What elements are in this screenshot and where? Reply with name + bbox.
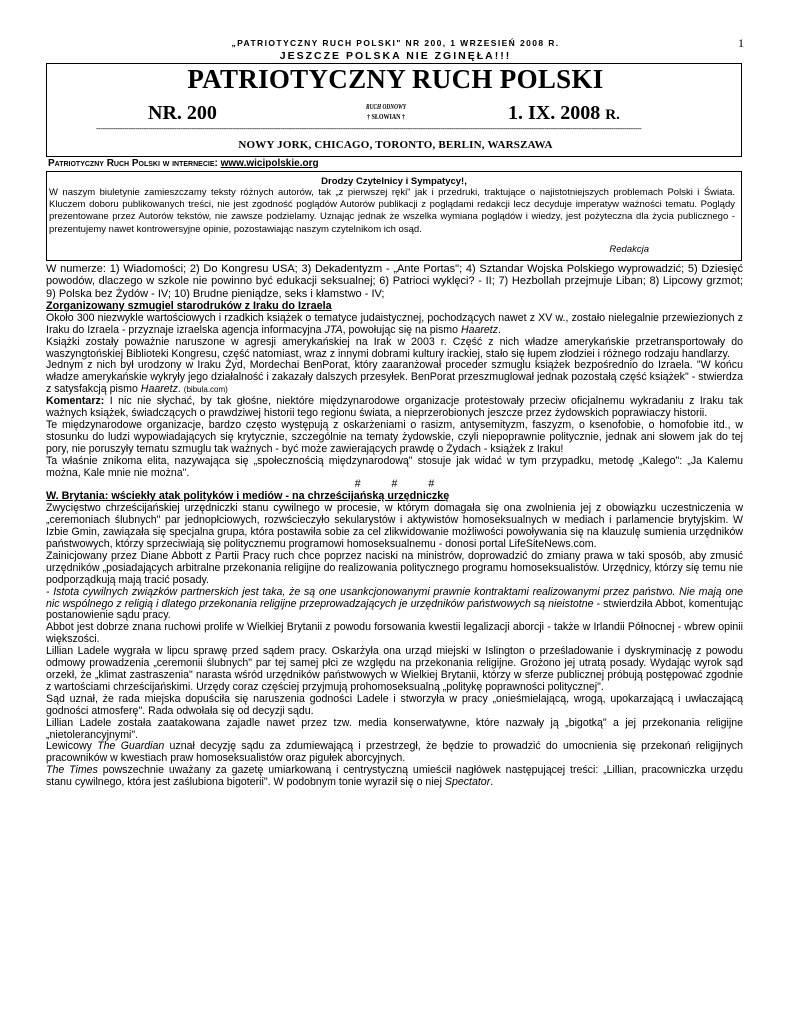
section-separator: # # # xyxy=(354,478,449,491)
paragraph: Lewicowy The Guardian uznał decyzję sądu za zdumiewającą i przestrzegł, że będzie to prowadzić do umocnienia się przekonań religijnych pracowników w kwestiach praw homoseksualistów oraz pigułek aborcyjnych. xyxy=(46,740,743,765)
internet-label: Patriotyczny Ruch Polski w internecie: xyxy=(48,158,218,169)
paragraph: Abbot jest dobrze znana ruchowi prolife w Wielkiej Brytanii z powodu forsowania kwestii legalizacji aborcji - także w Irlandii Północnej - wbrew opinii większości. xyxy=(46,621,743,646)
notice-signature: Redakcja xyxy=(609,244,649,255)
paragraph: Książki zostały poważnie naruszone w agresji amerykańskiej na Irak w 2003 r. Część z nich władze amerykańskie przetransportowały do waszyngtońskiej Biblioteki Kongresu, część natomiast, wraz z innymi dobrami kultury irackiej, stało się łupem złodziei i różnego rodzaju handlarzy. xyxy=(46,335,743,360)
editorial-notice-box xyxy=(46,171,742,261)
article-heading-britain: W. Brytania: wściekły atak polityków i mediów - na chrześcijańską urzędniczkę xyxy=(46,490,450,503)
paragraph: Te międzynarodowe organizacje, bardzo często występują z oskarżeniami o rasizm, antysemityzm, faszyzm, o ksenofobie, o homofobie itd., w stosunku do ludzi wypowiadających się krytycznie, szczególnie na tematy żydowskie, czyli niepoprawnie politycznie, jednak ani słowem jak do tej pory, nie poruszyły tematu szmuglu tak ważnych - być może zawierających prawdę o Żydach - książek z Iraku! xyxy=(46,418,743,455)
notice-heading: Drodzy Czytelnicy i Sympatycy!, xyxy=(321,176,467,187)
page-number: 1 xyxy=(738,36,744,50)
article-body xyxy=(46,263,743,789)
internet-line xyxy=(48,158,319,169)
paragraph: Lillian Ladele wygrała w lipcu sprawę przed sądem pracy. Oskarżyła ona urząd miejski w Islington o prześladowanie i dyskryminację z powodu odmowy prowadzenia „ceremonii ślubnych" par tej samej płci ze względu na przekonania religijne. Grożono jej utratą posady. Wydając wyrok sąd orzekł, że „klimat zastraszenia" narasta wśród urzędników państwowych w Wielkiej Brytanii, którzy w sferze publicznej próbują postępować zgodnie z wartościami chrześcijańskimi. Urzędy coraz częściej przyjmują prohomoseksualną „politykę poprawności politycznej". xyxy=(46,645,743,693)
logo-line-2: † SŁOWIAN † xyxy=(367,113,406,121)
paragraph: Jednym z nich był urodzony w Iraku Żyd, Mordechai BenPorat, który zaaranżował proceder szmuglu książek bezpośrednio do Izraela. "W końcu władze amerykańskie wykryły jego działalność i zakazały dalszych przesyłek. BenPorat przeszmuglował jednak pozostałą część książek" - stwierdza z satysfakcją pismo Haaretz. (bibula.com) xyxy=(46,359,743,396)
issue-date-suffix: R. xyxy=(605,107,620,123)
paragraph: Około 300 niezwykle wartościowych i rzadkich książek o tematyce judaistycznej, pochodzących nawet z XV w., zostało nielegalnie przewiezionych z Iraku do Izraela - przyznaje izraelska agencja informacyjna JTA, powołując się na pismo Haaretz. xyxy=(46,311,743,336)
paragraph: Zwycięstwo chrześcijańskiej urzędniczki stanu cywilnego w procesie, w którym domagała się ona zwolnienia jej z obowiązku uczestniczenia w „ceremoniach ślubnych" par jednopłciowych, rozwścieczyło sekularystów i aktywistów homoseksualnych w mediach i parlamencie brytyjskim. W Izbie Gmin, zawiązała się specjalna grupa, która postawiła sobie za cel zlikwidowanie możliwości powoływania się na klauzulę sumienia urzędników państwowych, którzy sprzeciwiają się politycznemu programowi homoseksualnemu - donosi portal LifeSiteNews.com. xyxy=(46,502,743,551)
paragraph: Zainicjowany przez Diane Abbott z Partii Pracy ruch chce poprzez naciski na ministrów, doprowadzić do zmiany prawa w taki sposób, aby zmusić urzędników „posiadających arbitralne przekonania religijne do realizowania politycznego programu homoseksualistów. Urzędnicy, którzy się temu nie podporządkują mają tracić posady. xyxy=(46,549,743,586)
notice-text: W naszym biuletynie zamieszczamy teksty różnych autorów, tak „z pierwszej ręki" jak i przedruki, traktujące o najistotniejszych problemach Polski i Świata. Kluczem doboru publikowanych treści, nie jest zgodność poglądów Autorów publikacji z poglądami redakcji lecz decyduje imperatyw ważności tematu. Poglądy prezentowane przez Autorów tekstów, nie zawsze podzielamy. Uznając jednak że wszelka wymiana poglądów i wiedzy, jest pożyteczna dla życia publicznego - prezentujemy nawet kontrowersyjne opinie, pozostawiając naszym czytelnikom ich osąd. xyxy=(49,187,735,235)
quote-paragraph: - Istota cywilnych związków partnerskich jest taka, że są one usankcjonowanymi prawnie kontraktami realizowanymi przez państwo. Nie mają one nic wspólnego z religią i dlatego przekonania religijne przeprowadzających je urzędników państwowych są nieistotne - stwierdziła Abbot, komentując postanowienie sądu pracy. xyxy=(46,585,743,622)
paragraph: Sąd uznał, że rada miejska dopuściła się naruszenia godności Ladele i stworzyła w pracy „onieśmielającą, wrogą, upokarzającą i uwłaczającą godności atmosferę". Rada odwołała się od decyzji sądu. xyxy=(46,692,743,717)
paragraph: The Times powszechnie uważany za gazetę umiarkowaną i centrystyczną umieścił nagłówek następującej treści: „Lillian, pracowniczka urzędu stanu cywilnego, która jest zaślubiona bigoterii". W podobnym tonie wyraził się o niej Spectator. xyxy=(46,764,743,789)
paragraph: Lillian Ladele została zaatakowana zajadle nawet przez tzw. media konserwatywne, które nazwały ją „bigotką" a jej przekonania religijne „nietolerancyjnymi". xyxy=(46,716,743,741)
issue-number: NR. 200 xyxy=(148,102,217,124)
website-link[interactable]: www.wicipolskie.org xyxy=(220,158,319,169)
comment-paragraph: Komentarz: I nic nie słychać, by tak głośne, niektóre międzynarodowe organizacje protestowały przeciw oficjalnemu wykradaniu z Iraku tak ważnych książek, świadczących o prawdziwej historii tego regionu świata, a nieprzerobionych jeszcze przez żydowskich poprawiaczy historii. xyxy=(46,395,743,420)
movement-logo xyxy=(362,100,410,124)
source-note: (bibula.com) xyxy=(183,385,228,395)
masthead-divider: ------------------------------------------------------------------------------------------------------------------------------------------------------------------------------------------------------------------------------------------------------------ xyxy=(96,124,642,133)
cities-line: NOWY JORK, CHICAGO, TORONTO, BERLIN, WARSZAWA xyxy=(238,139,553,151)
issue-date xyxy=(508,102,620,125)
table-of-contents: W numerze: 1) Wiadomości; 2) Do Kongresu USA; 3) Dekadentyzm - „Ante Portas"; 4) Sztandar Wojska Polskiego wyprowadzić; 5) Dziesięć powodów, dlaczego w szkole nie powinno być edukacji seksualnej; 6) Patrioci wyklęci? - II; 7) Hezbollah przejmuje Liban; 8) Lipcowy grzmot; 9) Polska bez Żydów - IV; 10) Brudne pieniądze, seks i kłamstwo - IV; xyxy=(46,263,743,300)
running-header: „PATRIOTYCZNY RUCH POLSKI" NR 200, 1 WRZESIEŃ 2008 R. xyxy=(231,38,560,48)
logo-line-1: RUCH ODNOWY xyxy=(365,103,407,111)
motto: JESZCZE POLSKA NIE ZGINĘŁA!!! xyxy=(279,50,512,62)
issue-date-main: 1. IX. 2008 xyxy=(508,102,601,124)
paragraph: Ta właśnie znikoma elita, nazywająca się „społecznością międzynarodową" stosuje jak widać w tym przypadku, metodę „Kalego": „Ja Kalemu można, Kale mnie nie można". xyxy=(46,454,743,479)
article-heading-smuggling: Zorganizowany szmugiel starodruków z Iraku do Izraela xyxy=(46,299,332,312)
masthead-title: PATRIOTYCZNY RUCH POLSKI xyxy=(187,64,604,94)
